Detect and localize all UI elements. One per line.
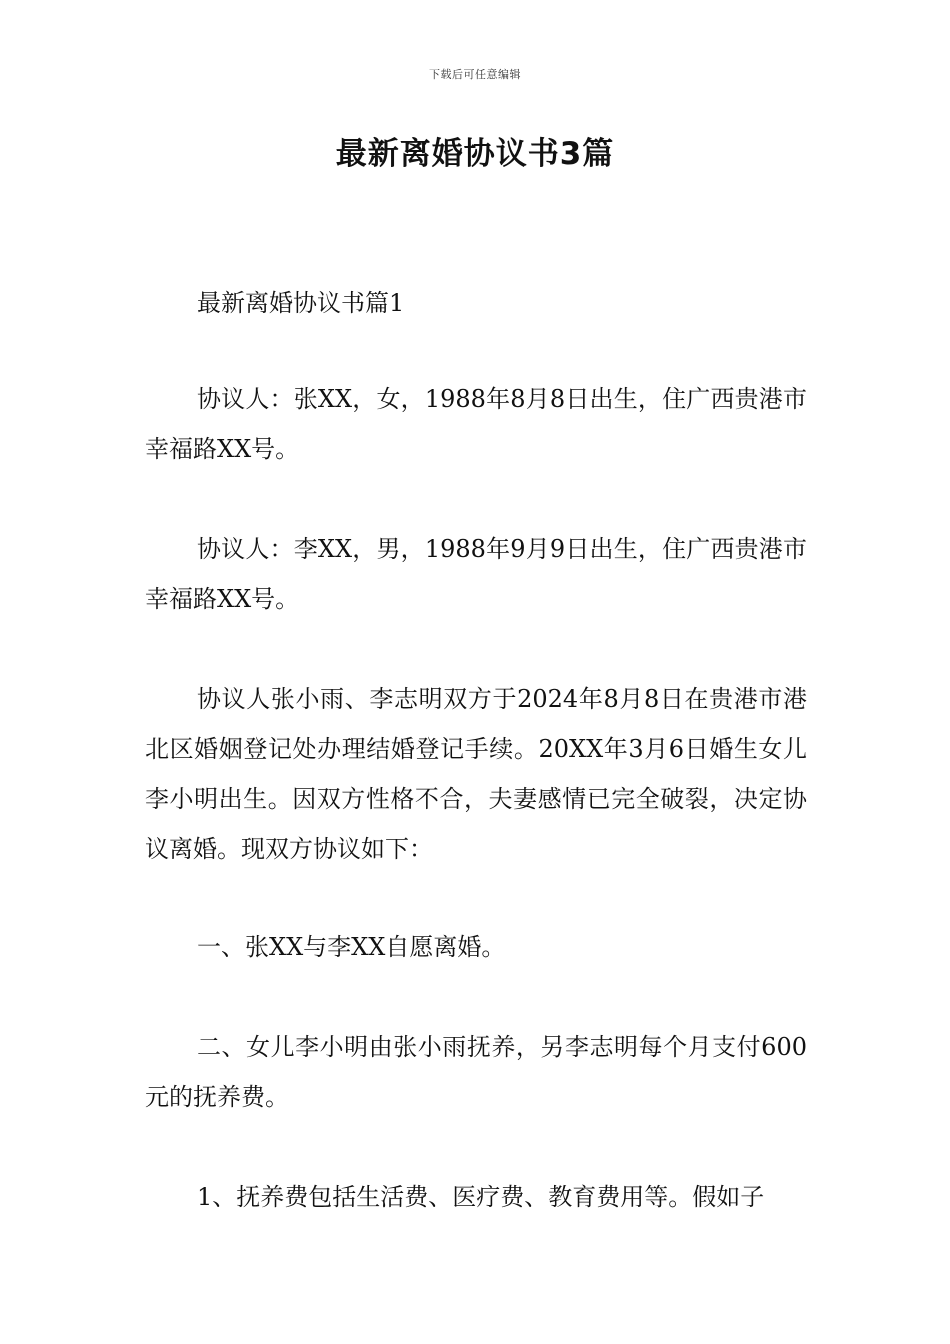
section-heading bbox=[145, 278, 807, 328]
document-title: 最新离婚协议书3篇 bbox=[335, 136, 615, 172]
clause-two-block bbox=[145, 1022, 807, 1122]
paragraph-section-heading: 最新离婚协议书篇1 bbox=[197, 289, 405, 317]
background-block bbox=[145, 674, 807, 874]
paragraph-party-one: 协议人：张XX，女，1988年8月8日出生，住广西贵港市幸福路XX号。 bbox=[145, 385, 807, 463]
header-note: 下载后可任意编辑 bbox=[429, 68, 521, 81]
clause-two-item-one-block bbox=[145, 1172, 807, 1222]
paragraph-clause-two-item-one: 1、抚养费包括生活费、医疗费、教育费用等。假如子 bbox=[197, 1183, 765, 1211]
party-two-block bbox=[145, 524, 807, 624]
paragraph-party-two: 协议人：李XX，男，1988年9月9日出生，住广西贵港市幸福路XX号。 bbox=[145, 535, 807, 613]
paragraph-clause-two: 二、女儿李小明由张小雨抚养，另李志明每个月支付600元的抚养费。 bbox=[145, 1033, 807, 1111]
clause-one-block bbox=[145, 922, 807, 972]
paragraph-background: 协议人张小雨、李志明双方于2024年8月8日在贵港市港北区婚姻登记处办理结婚登记手续。20XX年3月6日婚生女儿李小明出生。因双方性格不合，夫妻感情已完全破裂，决定协议离婚。现双方协议如下： bbox=[145, 685, 807, 863]
paragraph-clause-one: 一、张XX与李XX自愿离婚。 bbox=[197, 933, 506, 961]
party-one-block bbox=[145, 374, 807, 474]
